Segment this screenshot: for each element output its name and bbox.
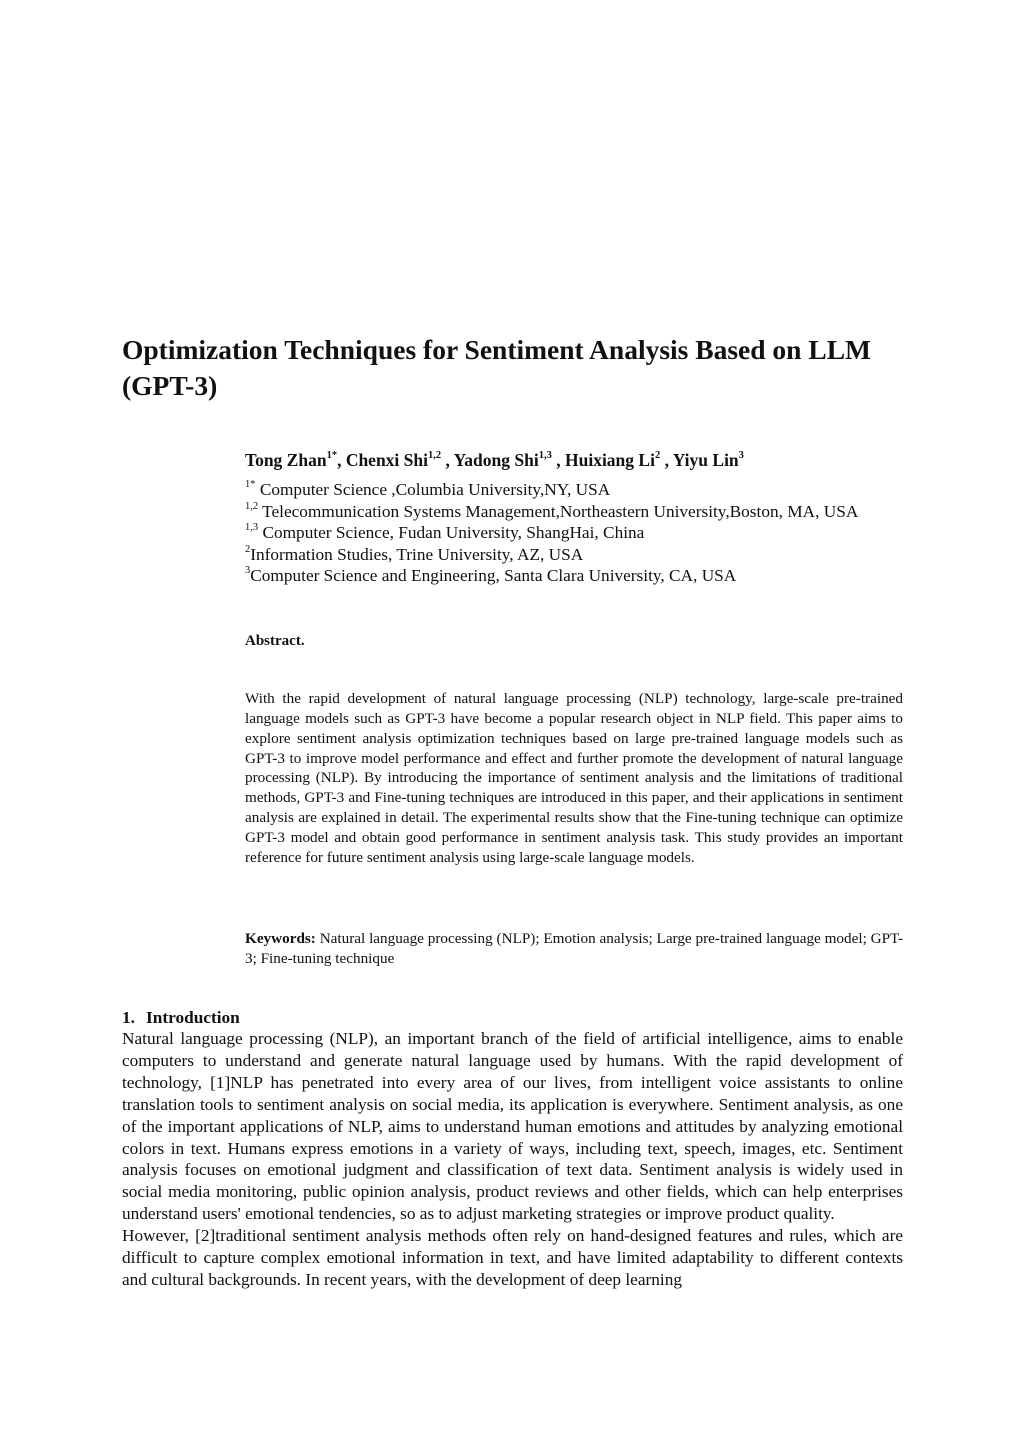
body-paragraph: However, [2]traditional sentiment analysis methods often rely on hand-designed features and rules, which are difficult to capture complex emotional information in text, and have limited adaptability to different contexts and cultural backgrounds. In recent years, with the development of deep learning <box>122 1226 903 1289</box>
affiliation: $^2$Information Studies, Trine University, AZ, USA <box>245 543 584 564</box>
affiliation: $^{1,3}$ Computer Science, Fudan University, ShangHai, China <box>245 522 645 542</box>
author: Tong Zhan$^{1*}$, <box>245 450 346 470</box>
affiliation: $^3$Computer Science and Engineering, Santa Clara University, CA, USA <box>245 565 737 585</box>
keywords-label: Keywords: <box>245 930 316 947</box>
affiliation: $^{1*}$ Computer Science ,Columbia University,NY, USA <box>245 479 611 499</box>
author: Yadong Shi$^{1,3}$ , <box>453 450 565 470</box>
section-number: 1. <box>122 1008 135 1027</box>
affiliation: $^{1,2}$ Telecommunication Systems Management,Northeastern University,Boston, MA, USA <box>245 500 859 521</box>
keywords-text: Natural language processing (NLP); Emotion analysis; Large pre-trained language model; GPT-3; Fine-tuning technique <box>245 930 903 967</box>
section-title: Introduction <box>146 1008 240 1027</box>
author: Huixiang Li$^2$ , <box>564 450 673 470</box>
body-paragraph: Natural language processing (NLP), an important branch of the field of artificial intelligence, aims to enable computers to understand and generate natural language used by humans. With the rapid development of technology, [1]NLP has penetrated into every area of our lives, from intelligent voice assistants to online translation tools to sentiment analysis on social media, its application is everywhere. Sentiment analysis, as one of the important applications of NLP, aims to understand human emotions and attitudes by analyzing emotional colors in text. Humans express emotions in a variety of ways, including text, speech, images, etc. Sentiment analysis focuses on emotional judgment and classification of text data. Sentiment analysis is widely used in social media monitoring, public opinion analysis, product reviews and other fields, which can help enterprises understand users' emotional tendencies, so as to adjust marketing strategies or improve product quality. <box>122 1029 903 1224</box>
section-heading <box>122 1007 240 1029</box>
author-list <box>245 448 744 472</box>
affiliation-list <box>245 479 905 587</box>
author: Yiyu Lin$^3$ <box>672 450 744 470</box>
abstract-text: With the rapid development of natural language processing (NLP) technology, large-scale pre-trained language models such as GPT-3 have become a popular research object in NLP field. This paper aims to explore sentiment analysis optimization techniques based on large pre-trained language models such as GPT-3 to improve model performance and effect and further promote the development of natural language processing (NLP). By introducing the importance of sentiment analysis and the limitations of traditional methods, GPT-3 and Fine-tuning techniques are introduced in this paper, and their applications in sentiment analysis are explained in detail. The experimental results show that the Fine-tuning technique can optimize GPT-3 model and obtain good performance in sentiment analysis task. This study provides an important reference for future sentiment analysis using large-scale language models. <box>245 690 903 866</box>
keywords <box>245 929 903 968</box>
paper-title: Optimization Techniques for Sentiment Analysis Based on LLM (GPT-3) <box>122 334 871 401</box>
author: Chenxi Shi$^{1,2}$ , <box>345 450 454 470</box>
section-body <box>122 1028 903 1291</box>
abstract-heading: Abstract. <box>245 633 305 649</box>
